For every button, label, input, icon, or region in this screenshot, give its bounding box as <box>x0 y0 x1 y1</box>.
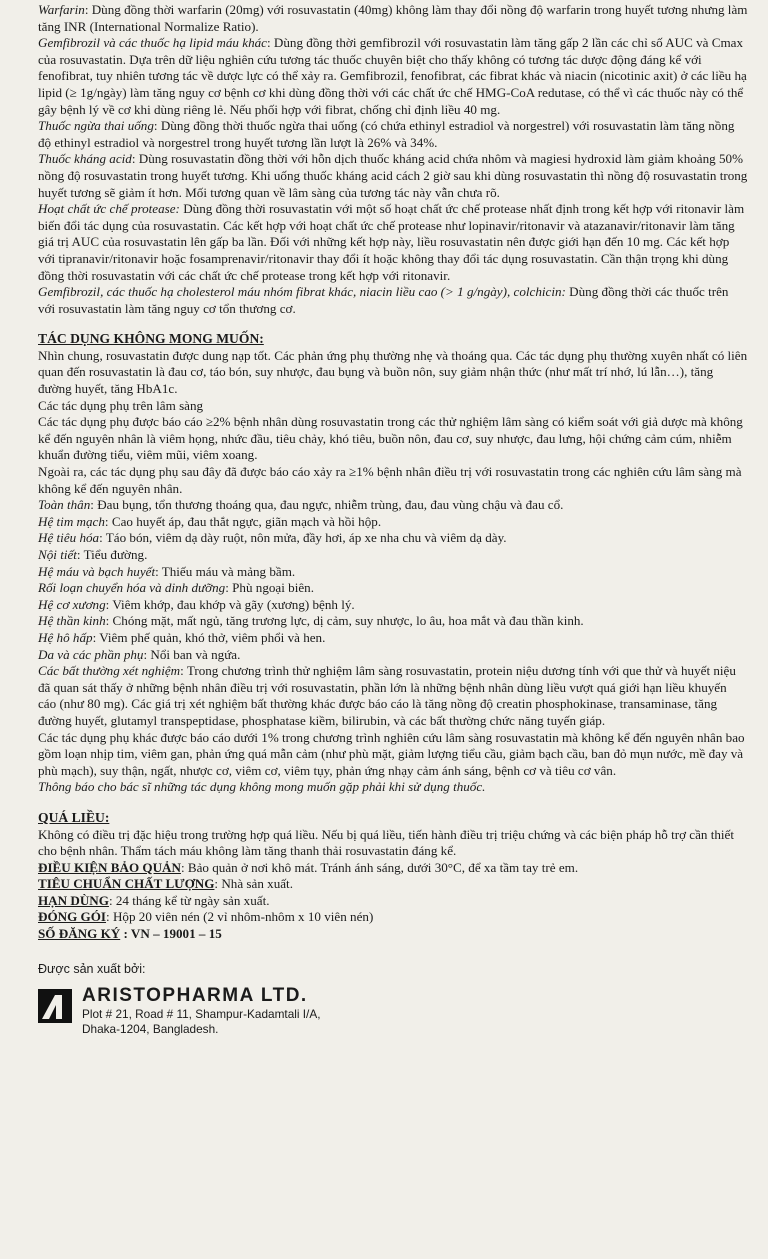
manufacturer-label: Được sản xuất bởi: <box>38 961 146 976</box>
adverse-effects-section <box>38 331 748 796</box>
adverse-clinical-label: Các tác dụng phụ trên lâm sàng <box>38 397 204 413</box>
overdose-text: Không có điều trị đặc hiệu trong trường hợp quá liều. Nếu bị quá liều, tiến hành điều trị triệu chứng và các biện pháp hỗ trợ cần thiết cho bệnh nhân. Thẩm tách máu không làm tăng thanh thải rosuvastatin đáng kể. <box>38 826 735 859</box>
adverse-intro: Nhìn chung, rosuvastatin được dung nạp tốt. Các phản ứng phụ thường nhẹ và thoáng qua. Các tác dụng phụ thường xuyên nhất có liên quan đến rosuvastatin là đau cơ, táo bón, suy nhược, đau bụng và buồn nôn, suy giảm nhận thức (như mất trí nhớ, lú lẫn…), tăng đường huyết, tăng HbA1c. <box>38 347 748 397</box>
adverse-system-respiratory: Hệ hô hấp: Viêm phế quản, khó thở, viêm phổi và hen. <box>38 629 326 645</box>
adverse-system-nervous: Hệ thần kinh: Chóng mặt, mất ngủ, tăng trương lực, dị cảm, suy nhược, lo âu, hoa mắt và đau thần kinh. <box>38 613 584 629</box>
interaction-gemfibrozil: Gemfibrozil và các thuốc hạ lipid máu khác: Dùng đồng thời gemfibrozil với rosuvastatin làm tăng gấp 2 lần các chỉ số AUC và Cmax của rosuvastatin. Dựa trên dữ liệu nghiên cứu tương tác thuốc chuyên biệt cho thấy không có tương tác dược động đáng kể với fenofibrat, tuy nhiên tương tác về dược lực có thể xảy ra. Gemfibrozil, fenofibrat, các fibrat khác và niacin (nicotinic axit) ở các liều hạ lipid (≥ 1g/ngày) làm tăng nguy cơ bệnh cơ khi dùng đồng thời với các chất ức chế HMG-CoA redutase, có thể vì các thuốc này có thể gây bệnh lý về cơ khi dùng riêng lẻ. Nếu phối hợp với fibrat, chống chỉ định liều 40 mg. <box>38 35 747 117</box>
interaction-fibrates-niacin: Gemfibrozil, các thuốc hạ cholesterol máu nhóm fibrat khác, niacin liều cao (> 1 g/ngày), colchicin: Dùng đồng thời các thuốc trên với rosuvastatin làm tăng nguy cơ tổn thương cơ. <box>38 284 729 316</box>
overdose-heading: QUÁ LIỀU: <box>38 809 110 825</box>
adverse-system-general: Toàn thân: Đau bụng, tổn thương thoáng qua, đau ngực, nhiễm trùng, đau, đau vùng chậu và đau cổ. <box>38 497 564 513</box>
interactions-section <box>38 2 748 317</box>
adverse-system-skin: Da và các phần phụ: Nổi ban và ngứa. <box>38 646 241 662</box>
adverse-system-digestive: Hệ tiêu hóa: Táo bón, viêm dạ dày ruột, nôn mửa, đầy hơi, áp xe nha chu và viêm dạ dày. <box>38 530 507 546</box>
aristopharma-logo-icon <box>38 989 72 1023</box>
manufacturer-address-2: Dhaka-1204, Bangladesh. <box>82 1022 219 1037</box>
packing-line: ĐÓNG GÓI: Hộp 20 viên nén (2 vỉ nhôm-nhôm x 10 viên nén) <box>38 909 374 925</box>
manufacturer-block <box>38 961 748 1038</box>
interaction-protease-inhibitors: Hoạt chất ức chế protease: Dùng đồng thời rosuvastatin với một số hoạt chất ức chế protease nhất định trong kết hợp với ritonavir làm biến đổi tác dụng của rosuvastatin. Các kết hợp với hoạt chất ức chế protease như lopinavir/ritonavir và atazanavir/ritonavir làm tăng giá trị AUC của rosuvastatin lên gấp ba lần. Đối với những kết hợp này, liều rosuvastatin nên được giới hạn đến 10 mg. Các kết hợp với tipranavir/ritonavir hoặc fosamprenavir/ritonavir thay đổi ít hoặc không thay đổi tác dụng rosuvastatin. Cần thận trọng khi dùng đồng thời rosuvastatin với các chất ức chế protease trong kết hợp với ritonavir. <box>38 201 745 283</box>
manufacturer-address-1: Plot # 21, Road # 11, Shampur-Kadamtali I/A, <box>82 1007 321 1022</box>
adverse-system-lab-abnormalities: Các bất thường xét nghiệm: Trong chương trình thử nghiệm lâm sàng rosuvastatin, protein niệu dương tính với que thử và huyết niệu đã quan sát thấy ở những bệnh nhân điều trị với rosuvastatin, phần lớn là những bệnh nhân dùng liều vượt quá giới hạn liều khuyến cáo (như 80 mg). Các giá trị xét nghiệm bất thường khác được báo cáo là tăng nồng độ creatin phosphokinase, transaminase, tăng đường huyết, glutamyl transpeptidase, phosphatase kiềm, bilirubin, và các bất thường chức năng tuyến giáp. <box>38 663 736 728</box>
expiry-line: HẠN DÙNG: 24 tháng kể từ ngày sản xuất. <box>38 892 270 908</box>
overdose-section <box>38 810 748 943</box>
manufacturer-brand <box>38 985 748 1037</box>
adverse-system-blood: Hệ máu và bạch huyết: Thiếu máu và mảng bầm. <box>38 563 296 579</box>
adverse-paragraph-under-1pct: Các tác dụng phụ khác được báo cáo dưới 1% trong chương trình nghiên cứu lâm sàng rosuvastatin mà không kể đến nguyên nhân bao gồm loạn nhịp tim, viêm gan, phản ứng quá mẫn cảm (như phù mặt, giảm lượng tiểu cầu, giảm bạch cầu, ban đỏ mụn nước, mề đay và phù mạch), suy thận, ngất, nhược cơ, viêm cơ, viêm tụy, phản ứng nhạy cảm ánh sáng, bệnh cơ và tiêu cơ vân. <box>38 729 745 778</box>
adverse-system-metabolic: Rối loạn chuyển hóa và dinh dưỡng: Phù ngoại biên. <box>38 580 314 596</box>
adverse-effects-heading: TÁC DỤNG KHÔNG MONG MUỐN: <box>38 331 264 347</box>
interaction-antacids: Thuốc kháng acid: Dùng rosuvastatin đồng thời với hỗn dịch thuốc kháng acid chứa nhôm và magiesi hydroxid làm giảm khoảng 50% nồng độ rosuvastatin trong huyết tương. Khi uống thuốc kháng acid cách 2 giờ sau khi dùng rosuvastatin thì nồng độ rosuvastatin trong huyết tương sẽ giảm ít hơn. Mối tương quan về lâm sàng của tương tác này vẫn chưa rõ. <box>38 151 748 200</box>
manufacturer-text <box>82 985 320 1037</box>
storage-line: ĐIỀU KIỆN BẢO QUẢN: Bảo quản ở nơi khô mát. Tránh ánh sáng, dưới 30°C, để xa tầm tay trẻ em. <box>38 859 579 875</box>
adverse-system-musculoskeletal: Hệ cơ xương: Viêm khớp, đau khớp và gãy (xương) bệnh lý. <box>38 596 355 612</box>
interaction-oral-contraceptives: Thuốc ngừa thai uống: Dùng đồng thời thuốc ngừa thai uống (có chứa ethinyl estradiol và norgestrel) với rosuvastatin làm tăng nồng độ ethinyl estradiol và norgestrel trong huyết tương lần lượt là 26% và 34%. <box>38 118 735 150</box>
quality-standard-line: TIÊU CHUẨN CHẤT LƯỢNG: Nhà sản xuất. <box>38 876 293 892</box>
interaction-warfarin: Warfarin: Dùng đồng thời warfarin (20mg) với rosuvastatin (40mg) không làm thay đổi nồng độ warfarin trong huyết tương nhưng làm tăng INR (International Normalize Ratio). <box>38 2 748 34</box>
adverse-paragraph-2pct: Các tác dụng phụ được báo cáo ≥2% bệnh nhân dùng rosuvastatin trong các thử nghiệm lâm sàng có kiểm soát với giả dược mà không kể đến nguyên nhân là viêm họng, nhức đầu, tiêu chảy, khó tiêu, buồn nôn, đau cơ, suy nhược, đau lưng, hội chứng cảm cúm, nhiễm khuẩn đường tiểu, viêm mũi, viêm xoang. <box>38 414 743 463</box>
registration-line: SỐ ĐĂNG KÝ : VN – 19001 – 15 <box>38 926 222 942</box>
adverse-paragraph-1pct: Ngoài ra, các tác dụng phụ sau đây đã được báo cáo xảy ra ≥1% bệnh nhân điều trị với rosuvastatin trong các nghiên cứu lâm sàng mà không kể đến nguyên nhân. <box>38 464 742 496</box>
manufacturer-name: ARISTOPHARMA LTD. <box>82 985 308 1007</box>
adverse-notice: Thông báo cho bác sĩ những tác dụng không mong muốn gặp phải khi sử dụng thuốc. <box>38 779 486 795</box>
adverse-system-endocrine: Nội tiết: Tiểu đường. <box>38 547 148 562</box>
adverse-system-cardiovascular: Hệ tim mạch: Cao huyết áp, đau thắt ngực, giãn mạch và hồi hộp. <box>38 513 382 529</box>
